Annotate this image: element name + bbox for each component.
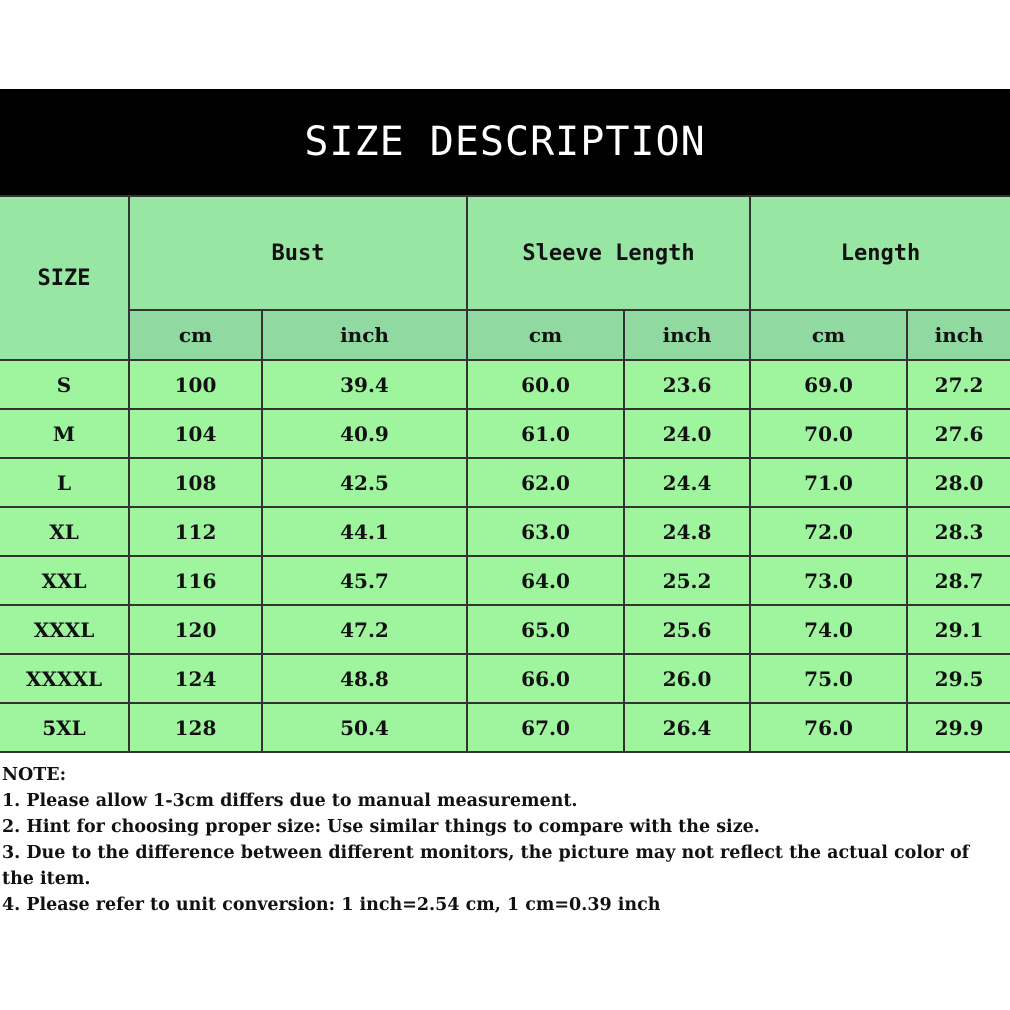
table-cell: 27.6 (907, 409, 1010, 458)
table-cell: 76.0 (750, 703, 907, 752)
size-label: XXXXL (0, 654, 129, 703)
size-label: XL (0, 507, 129, 556)
table-cell: 100 (129, 360, 262, 409)
table-cell: 29.9 (907, 703, 1010, 752)
table-cell: 61.0 (467, 409, 624, 458)
size-label: S (0, 360, 129, 409)
table-cell: 47.2 (262, 605, 467, 654)
length-group-header: Length (750, 196, 1010, 310)
table-cell: 120 (129, 605, 262, 654)
table-cell: 112 (129, 507, 262, 556)
note-item: 2. Hint for choosing proper size: Use similar things to compare with the size. (2, 817, 760, 837)
unit-header: inch (624, 310, 750, 360)
notes-heading: NOTE: (2, 765, 67, 785)
table-row (0, 703, 1010, 752)
table-cell: 24.0 (624, 409, 750, 458)
table-cell: 74.0 (750, 605, 907, 654)
unit-header: cm (750, 310, 907, 360)
table-cell: 65.0 (467, 605, 624, 654)
note-item: 3. Due to the difference between different monitors, the picture may not reflect the actual color of the item. (2, 843, 970, 889)
table-cell: 128 (129, 703, 262, 752)
size-label: XXXL (0, 605, 129, 654)
table-cell: 124 (129, 654, 262, 703)
table-cell: 75.0 (750, 654, 907, 703)
table-cell: 44.1 (262, 507, 467, 556)
table-cell: 45.7 (262, 556, 467, 605)
size-label: XXL (0, 556, 129, 605)
unit-header: inch (262, 310, 467, 360)
table-cell: 28.3 (907, 507, 1010, 556)
size-chart-table (0, 195, 1010, 753)
table-cell: 39.4 (262, 360, 467, 409)
sleeve-length-group-header: Sleeve Length (467, 196, 750, 310)
table-row (0, 507, 1010, 556)
table-cell: 40.9 (262, 409, 467, 458)
table-cell: 26.0 (624, 654, 750, 703)
table-cell: 28.7 (907, 556, 1010, 605)
table-cell: 29.5 (907, 654, 1010, 703)
table-cell: 42.5 (262, 458, 467, 507)
table-cell: 25.6 (624, 605, 750, 654)
unit-header: inch (907, 310, 1010, 360)
table-cell: 116 (129, 556, 262, 605)
size-description-banner (0, 89, 1010, 195)
unit-header: cm (467, 310, 624, 360)
table-cell: 28.0 (907, 458, 1010, 507)
table-cell: 29.1 (907, 605, 1010, 654)
table-cell: 48.8 (262, 654, 467, 703)
size-label: L (0, 458, 129, 507)
notes-section (2, 762, 1002, 918)
table-cell: 64.0 (467, 556, 624, 605)
table-cell: 66.0 (467, 654, 624, 703)
table-cell: 73.0 (750, 556, 907, 605)
note-item: 1. Please allow 1-3cm differs due to manual measurement. (2, 791, 578, 811)
size-label: 5XL (0, 703, 129, 752)
size-label: M (0, 409, 129, 458)
table-cell: 70.0 (750, 409, 907, 458)
table-cell: 26.4 (624, 703, 750, 752)
table-cell: 67.0 (467, 703, 624, 752)
table-cell: 24.4 (624, 458, 750, 507)
table-row (0, 409, 1010, 458)
header-row (0, 196, 1010, 310)
table-cell: 23.6 (624, 360, 750, 409)
unit-row (0, 310, 1010, 360)
table-cell: 104 (129, 409, 262, 458)
table-cell: 63.0 (467, 507, 624, 556)
table-cell: 24.8 (624, 507, 750, 556)
table-cell: 108 (129, 458, 262, 507)
table-cell: 27.2 (907, 360, 1010, 409)
table-cell: 60.0 (467, 360, 624, 409)
page-title: SIZE DESCRIPTION (304, 119, 706, 165)
unit-header: cm (129, 310, 262, 360)
table-cell: 62.0 (467, 458, 624, 507)
table-row (0, 360, 1010, 409)
note-item: 4. Please refer to unit conversion: 1 inch=2.54 cm, 1 cm=0.39 inch (2, 895, 661, 915)
table-cell: 69.0 (750, 360, 907, 409)
table-row (0, 654, 1010, 703)
table-row (0, 458, 1010, 507)
table-row (0, 605, 1010, 654)
table-cell: 50.4 (262, 703, 467, 752)
table-cell: 25.2 (624, 556, 750, 605)
size-column-header: SIZE (0, 196, 129, 360)
bust-group-header: Bust (129, 196, 467, 310)
table-row (0, 556, 1010, 605)
table-cell: 72.0 (750, 507, 907, 556)
table-cell: 71.0 (750, 458, 907, 507)
